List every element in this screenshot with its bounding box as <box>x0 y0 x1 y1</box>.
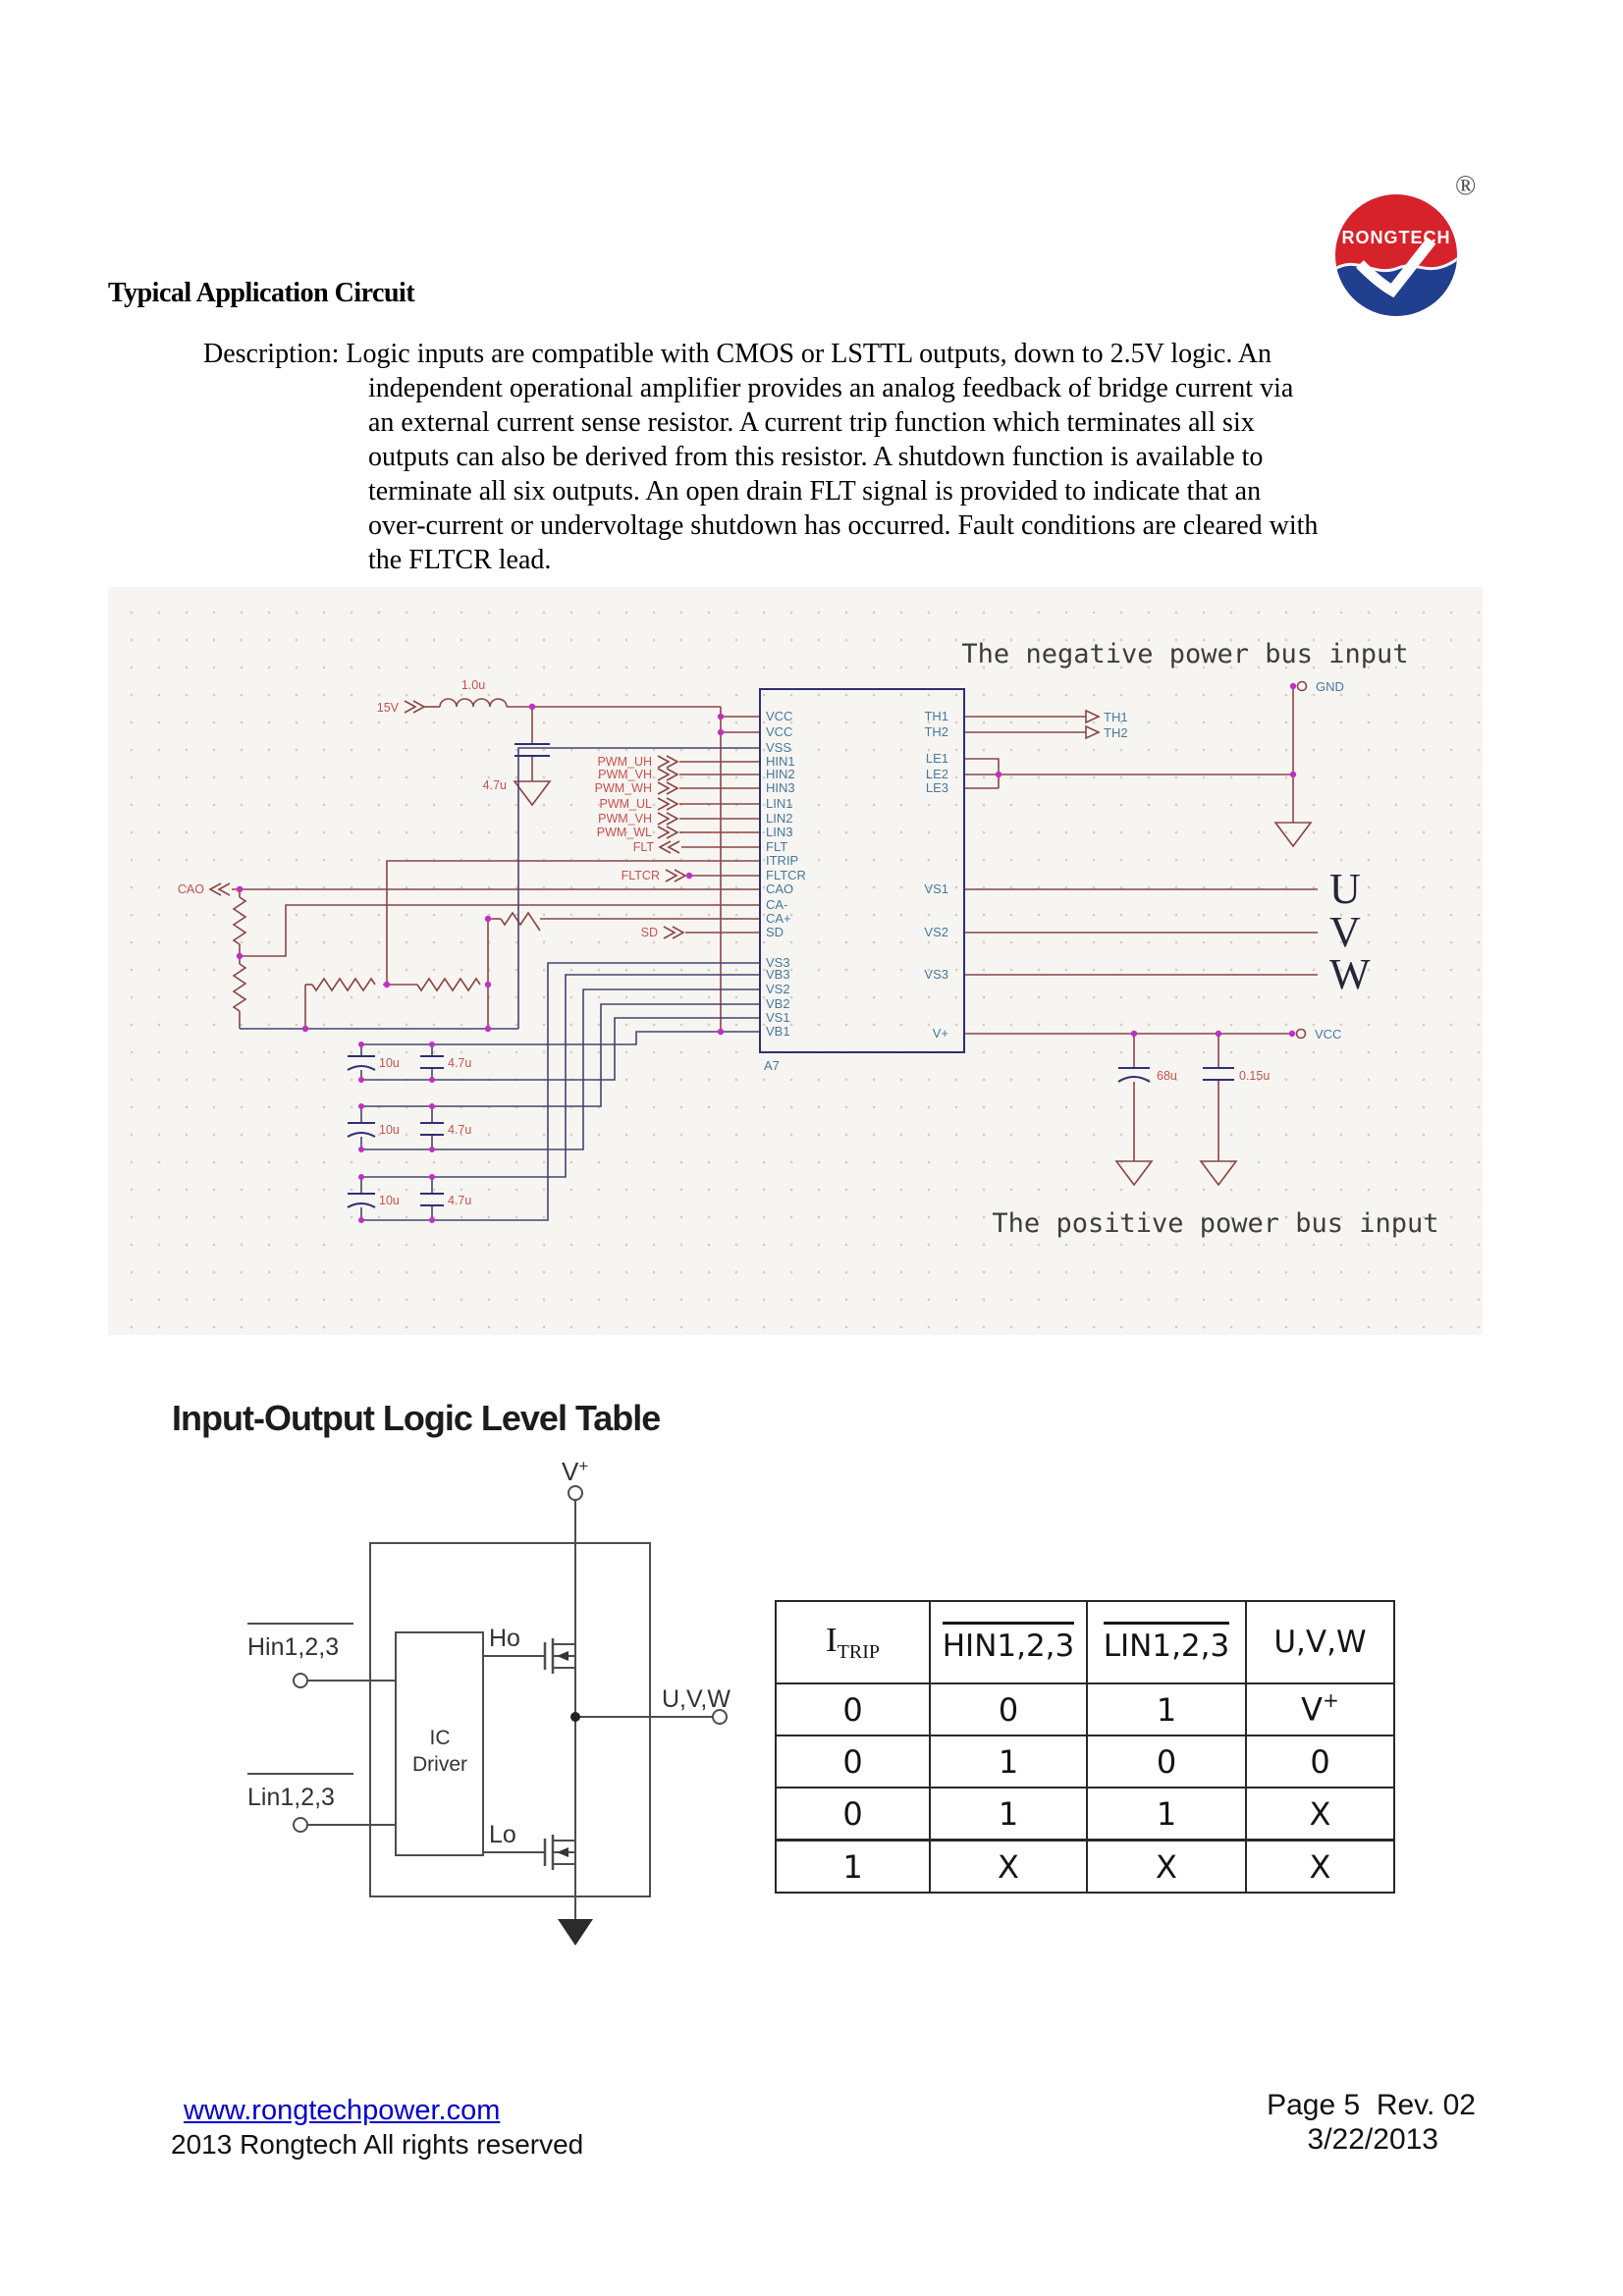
lin-terminal <box>294 1818 307 1832</box>
bus-cap2-value: 0.15u <box>1239 1069 1271 1083</box>
table-cell: 1 <box>930 1788 1087 1841</box>
lin-label: Lin1,2,3 <box>247 1784 335 1811</box>
caption-negative-bus: The negative power bus input <box>961 639 1409 669</box>
capacitor-symbol-polarized <box>348 1194 375 1207</box>
col-header-lin: LIN1,2,3 <box>1087 1601 1246 1683</box>
gnd-label: GND <box>1316 679 1344 694</box>
ground-symbol <box>1275 823 1311 846</box>
pin-label: TH2 <box>924 724 948 739</box>
table-row <box>776 1683 1394 1735</box>
th2-label: TH2 <box>1104 725 1128 740</box>
capacitor-symbol <box>420 1123 444 1135</box>
resistor-symbol <box>234 897 245 944</box>
uvw-label: U,V,W <box>662 1685 730 1713</box>
application-circuit-schematic <box>108 587 1483 1335</box>
mosfet-arrow <box>557 1651 568 1661</box>
table-cell: 0 <box>1087 1735 1246 1788</box>
boot-cap2-value: 4.7u <box>448 1123 472 1137</box>
capacitor-symbol <box>420 1056 444 1068</box>
ic-driver-label-1: IC <box>429 1727 451 1749</box>
pin-label: HIN3 <box>766 780 795 795</box>
boot-cap2-value: 4.7u <box>448 1194 472 1207</box>
pin-label: HIN2 <box>766 767 795 781</box>
pin-label: VCC <box>766 709 793 723</box>
output-node <box>570 1712 580 1722</box>
table-cell-vplus: V+ <box>1246 1683 1394 1735</box>
hin-label: Hin1,2,3 <box>247 1633 340 1661</box>
mosfet-arrow <box>557 1847 568 1857</box>
input-chevron-15v <box>405 701 424 713</box>
page-title: Typical Application Circuit <box>108 278 415 308</box>
table-cell: 0 <box>776 1735 930 1788</box>
pin-label: VS1 <box>924 881 948 896</box>
resistor-symbol <box>234 964 245 1011</box>
bus-cap1-value: 68u <box>1157 1069 1177 1083</box>
ground-symbol <box>514 781 550 805</box>
table-row <box>776 1841 1394 1894</box>
signal-pwm-ul: PWM_UL <box>599 797 652 811</box>
phase-w-label: W <box>1329 950 1371 998</box>
table-cell: 1 <box>1087 1683 1246 1735</box>
pin-label: LIN3 <box>766 825 793 839</box>
description-block <box>203 337 1318 577</box>
copyright-text: 2013 Rongtech All rights reserved <box>171 2129 584 2160</box>
gnd-terminal <box>1298 682 1307 691</box>
ho-label: Ho <box>489 1625 520 1652</box>
table-cell: 1 <box>776 1841 930 1894</box>
vplus-label: V+ <box>562 1457 589 1486</box>
pin-label: VSS <box>766 740 792 755</box>
logic-level-table <box>775 1600 1395 1894</box>
schematic-wires <box>210 682 1318 1186</box>
ground-symbol-filled <box>558 1919 593 1946</box>
signal-pwm-wh: PWM_WH <box>594 781 652 795</box>
company-logo <box>1327 165 1489 332</box>
boot-cap1-value: 10u <box>379 1123 400 1137</box>
input-cap-value: 4.7u <box>482 778 507 792</box>
description-line: the FLTCR lead. <box>368 545 552 575</box>
signal-pwm-vl: PWM_VH <box>598 812 652 826</box>
website-link[interactable]: www.rongtechpower.com <box>184 2095 501 2126</box>
capacitor-symbol-polarized <box>348 1123 375 1137</box>
table-cell: 1 <box>1087 1788 1246 1841</box>
logo-brand-text: RONGTECH <box>1341 228 1451 247</box>
table-cell: 0 <box>1246 1735 1394 1788</box>
resistor-symbol <box>312 979 375 990</box>
th-arrow <box>1086 711 1099 722</box>
ground-symbol <box>1201 1161 1236 1185</box>
pin-label: VS2 <box>766 982 790 996</box>
signal-flt: FLT <box>632 840 654 854</box>
lo-label: Lo <box>489 1821 516 1848</box>
table-cell: 0 <box>776 1683 930 1735</box>
supply-label: 15V <box>376 701 399 715</box>
pin-label: FLT <box>766 839 788 854</box>
signal-pwm-vh: PWM_VH <box>598 768 652 781</box>
pin-label: VB2 <box>766 996 790 1011</box>
ic-reference: A7 <box>764 1058 780 1073</box>
th-arrow <box>1086 726 1099 738</box>
page-number: Page 5 Rev. 02 <box>1267 2089 1476 2121</box>
table-cell: X <box>1246 1841 1394 1894</box>
vplus-terminal <box>568 1486 582 1500</box>
boot-cap1-value: 10u <box>379 1194 400 1207</box>
pin-label: CAO <box>766 881 794 896</box>
registered-mark: ® <box>1455 171 1477 201</box>
inductor-symbol <box>440 699 507 707</box>
signal-pwm-wl: PWM_WL <box>596 826 652 839</box>
signal-fltcr: FLTCR <box>621 869 660 882</box>
pin-label: CA+ <box>766 911 791 926</box>
signal-pwm-uh: PWM_UH <box>597 755 652 769</box>
description-line: an external current sense resistor. A current trip function which terminates all six <box>368 407 1255 438</box>
table-cell: X <box>930 1841 1087 1894</box>
description-line: Description: Logic inputs are compatible with CMOS or LSTTL outputs, down to 2.5V logic. An <box>203 339 1272 369</box>
signal-cao: CAO <box>177 882 204 896</box>
capacitor-symbol <box>1203 1068 1234 1080</box>
pin-label: V+ <box>932 1026 948 1041</box>
boot-cap2-value: 4.7u <box>448 1056 472 1070</box>
col-header-itrip: $I_{TRIP}$ <box>776 1601 930 1683</box>
pin-label: VB1 <box>766 1024 790 1039</box>
pin-label: LIN1 <box>766 796 793 811</box>
half-bridge-diagram <box>245 1451 746 2010</box>
capacitor-symbol-polarized <box>1118 1068 1150 1082</box>
resistor-symbol <box>417 979 480 990</box>
pin-label: VS1 <box>766 1010 790 1025</box>
pin-label: VCC <box>766 724 793 739</box>
hin-terminal <box>294 1674 307 1687</box>
high-side-mosfet <box>545 1638 553 1674</box>
pin-label: VS3 <box>924 967 948 982</box>
caption-positive-bus: The positive power bus input <box>992 1208 1439 1239</box>
pin-label: LIN2 <box>766 811 793 826</box>
pin-label: CA- <box>766 897 788 912</box>
description-line: outputs can also be derived from this resistor. A shutdown function is available to <box>368 442 1264 472</box>
pin-label: VS3 <box>766 955 790 970</box>
resistor-symbol <box>501 913 540 931</box>
section-title: Input-Output Logic Level Table <box>172 1398 661 1438</box>
pin-label: LE1 <box>925 751 948 766</box>
pin-label: LE3 <box>925 780 948 795</box>
pin-label: HIN1 <box>766 754 795 769</box>
pin-label: VB3 <box>766 967 790 982</box>
table-cell: X <box>1246 1788 1394 1841</box>
capacitor-symbol-polarized <box>348 1056 375 1070</box>
revision-date: 3/22/2013 <box>1307 2123 1438 2156</box>
th1-label: TH1 <box>1104 710 1128 724</box>
col-header-hin: HIN1,2,3 <box>930 1601 1087 1683</box>
pin-label: VS2 <box>924 925 948 939</box>
capacitor-symbol <box>514 744 550 756</box>
pin-label: SD <box>766 925 784 939</box>
boot-cap1-value: 10u <box>379 1056 400 1070</box>
capacitor-symbol <box>420 1194 444 1205</box>
col-header-uvw: U,V,W <box>1246 1601 1394 1683</box>
vcc-label: VCC <box>1315 1027 1342 1041</box>
vcc-terminal <box>1297 1030 1306 1039</box>
table-cell: 1 <box>930 1735 1087 1788</box>
phase-u-label: U <box>1329 865 1361 913</box>
pin-label: ITRIP <box>766 853 799 868</box>
signal-sd: SD <box>640 926 658 939</box>
pin-label: LE2 <box>925 767 948 781</box>
ground-symbol <box>1116 1161 1152 1185</box>
description-line: independent operational amplifier provides an analog feedback of bridge current via <box>368 373 1294 403</box>
table-row <box>776 1735 1394 1788</box>
ic-driver-label-2: Driver <box>412 1753 467 1776</box>
phase-v-label: V <box>1329 908 1361 956</box>
description-line: terminate all six outputs. An open drain FLT signal is provided to indicate that an <box>368 476 1262 507</box>
low-side-mosfet <box>545 1835 553 1870</box>
pin-label: TH1 <box>924 709 948 723</box>
inductor-value: 1.0u <box>460 678 486 692</box>
description-line: over-current or undervoltage shutdown has occurred. Fault conditions are cleared with <box>368 510 1319 541</box>
table-cell: 0 <box>930 1683 1087 1735</box>
pin-label: FLTCR <box>766 868 806 882</box>
table-row <box>776 1788 1394 1841</box>
table-cell: X <box>1087 1841 1246 1894</box>
table-cell: 0 <box>776 1788 930 1841</box>
